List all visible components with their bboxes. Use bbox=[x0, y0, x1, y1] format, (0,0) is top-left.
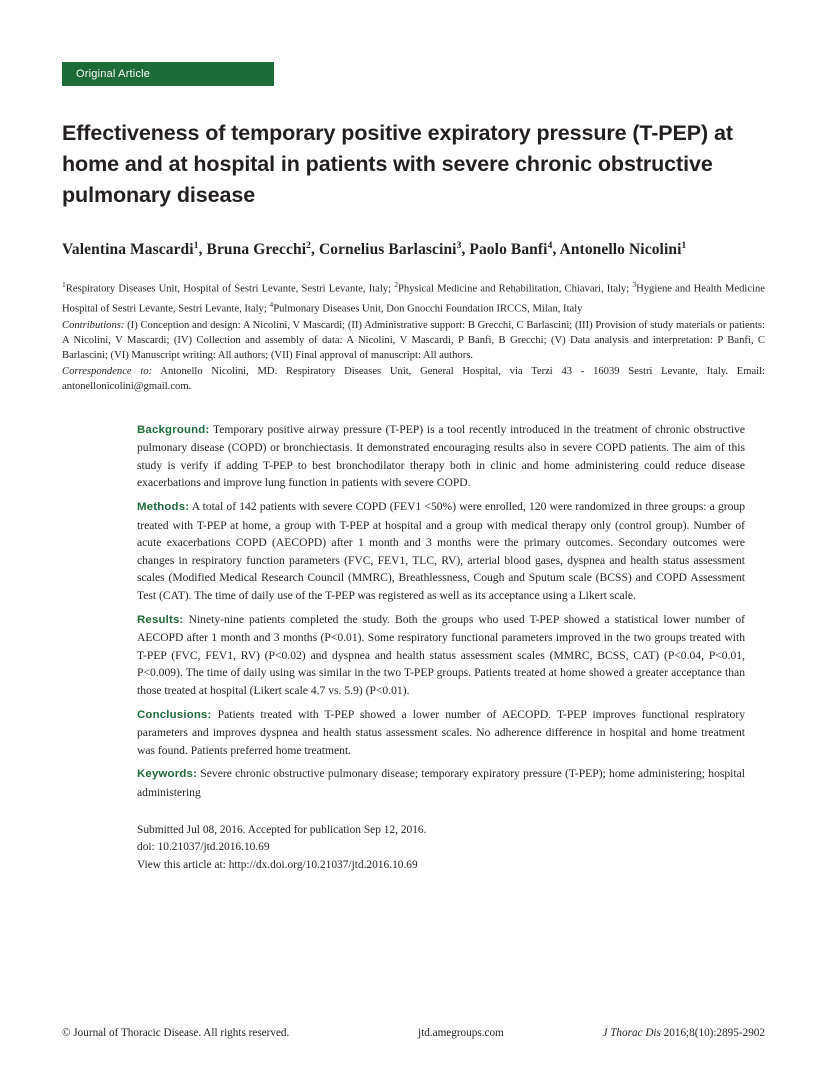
author-list: Valentina Mascardi$^1$, Bruna Grecchi$^2$, Cornelius Barlascini$^3$, Paolo Banfi$^4$, Antonello Nicolini$^1$ bbox=[62, 241, 687, 259]
article-type-badge: Original Article bbox=[62, 62, 274, 86]
article-type-row bbox=[62, 0, 765, 86]
affiliation-text: Physical Medicine and Rehabilitation, Chiavari, Italy; bbox=[398, 283, 633, 295]
abstract-results-label: Results: bbox=[137, 613, 184, 626]
author-name: Valentina Mascardi bbox=[62, 241, 194, 259]
affiliation-marker: 3 bbox=[632, 280, 637, 290]
abstract-methods-text: A total of 142 patients with severe COPD (FEV1 <50%) were enrolled, 120 were randomized in three groups: a group treated with T-PEP at home, a group with T-PEP at hospital and a group with medical therapy only (control group). Number of acute exacerbations COPD (AECOPD) after 1 month and 3 months were the primary outcomes. Secondary outcomes were changes in respiratory function parameters (FVC, FEV1, TLC, RV), arterial blood gases, dyspnea and health status assessment scales (Modified Medical Research Council (MMRC), Breathlessness, Cough and Sputum scale (BCSS) and COPD Assessment Test (CAT). The time of daily use of the T-PEP was registered as well as its acceptance using a Likert scale. bbox=[137, 500, 745, 602]
view-article-prefix: View this article at: bbox=[137, 858, 229, 871]
keywords-label: Keywords: bbox=[137, 768, 198, 781]
footer-copyright: © Journal of Thoracic Disease. All rights reserved. bbox=[62, 1027, 290, 1039]
author-affiliation-marker: 1 bbox=[681, 241, 687, 251]
page-footer bbox=[62, 1027, 765, 1039]
contributions-label: Contributions: bbox=[62, 319, 125, 331]
abstract-section bbox=[137, 421, 745, 874]
abstract-results bbox=[137, 611, 745, 700]
affiliation-text: Respiratory Diseases Unit, Hospital of Sestri Levante, Sestri Levante, Italy; bbox=[65, 283, 395, 295]
contributions-line bbox=[62, 318, 765, 364]
footer-website: jtd.amegroups.com bbox=[418, 1027, 504, 1039]
author-name: Bruna Grecchi bbox=[206, 241, 307, 259]
author-entry bbox=[319, 241, 462, 258]
author-affiliation-marker: 2 bbox=[306, 241, 311, 251]
abstract-conclusions bbox=[137, 706, 745, 760]
affiliation-marker: 2 bbox=[394, 280, 399, 290]
author-affiliation-marker: 4 bbox=[547, 241, 553, 251]
view-article-line bbox=[137, 857, 745, 875]
abstract-background-label: Background: bbox=[137, 423, 210, 436]
abstract-conclusions-text: Patients treated with T-PEP showed a lower number of AECOPD. T-PEP improves functional respiratory parameters and improves dyspnea and health status assessment scales. No adherence difference in hospital and home treatment was found. Patients preferred home treatment. bbox=[137, 707, 745, 757]
footer-citation bbox=[602, 1027, 765, 1039]
keywords-line bbox=[137, 765, 745, 801]
affiliation-marker: 1 bbox=[62, 280, 66, 290]
abstract-results-text: Ninety-nine patients completed the study. Both the groups who used T-PEP showed a statistical lower number of AECOPD after 1 month and 3 months (P<0.01). Some respiratory functional parameters improved in the two groups treated with T-PEP (FVC, FEV1, RV) (P<0.02) and dyspnea and health status assessment scales (MMRC, BCSS, CAT) (P<0.04, P<0.01, P<0.009). The time of daily using was similar in the two T-PEP groups. Patients treated at home showed a greater acceptance than those treated at hospital (Likert scale 4.7 vs. 5.9) (P<0.01). bbox=[137, 612, 745, 697]
contributions-text: (I) Conception and design: A Nicolini, V Mascardi; (II) Administrative support: B Grecchi, C Barlascini; (III) Provision of study materials or patients: A Nicolini, V Mascardi; (IV) Collection and assembly of data: A Nicolini, V Mascardi, P Banfi, B Grecchi; (V) Data analysis and interpretation: P Banfi, C Barlascini; (VI) Manuscript writing: All authors; (VII) Final approval of manuscript: All authors. bbox=[62, 319, 765, 362]
affiliation-marker: 4 bbox=[269, 299, 274, 309]
author-name: Antonello Nicolini bbox=[559, 241, 682, 259]
publication-info bbox=[137, 822, 745, 875]
submitted-dates: Submitted Jul 08, 2016. Accepted for publication Sep 12, 2016. bbox=[137, 823, 427, 836]
author-affiliation-marker: 3 bbox=[456, 241, 462, 251]
abstract-methods-label: Methods: bbox=[137, 501, 190, 514]
correspondence-line bbox=[62, 364, 765, 394]
abstract-background bbox=[137, 421, 745, 492]
affiliation-text: Pulmonary Diseases Unit, Don Gnocchi Foundation IRCCS, Milan, Italy bbox=[273, 303, 583, 315]
affiliations-line bbox=[62, 277, 765, 316]
affiliation-text: Hygiene and Health Medicine Hospital of Sestri Levante, Sestri Levante, Italy; bbox=[62, 283, 766, 315]
doi-line: doi: 10.21037/jtd.2016.10.69 bbox=[137, 841, 270, 854]
author-entry bbox=[560, 241, 687, 258]
author-entry bbox=[469, 241, 552, 258]
abstract-conclusions-label: Conclusions: bbox=[137, 708, 212, 721]
page-title: Effectiveness of temporary positive expiratory pressure (T-PEP) at home and at hospital in patients with severe chronic obstructive pulmonary disease bbox=[62, 121, 733, 207]
footer-citation-detail: 2016;8(10):2895-2902 bbox=[660, 1027, 765, 1039]
author-entry bbox=[207, 241, 311, 258]
correspondence-text: Antonello Nicolini, MD. Respiratory Diseases Unit, General Hospital, via Terzi 43 - 16039 Sestri Levante, Italy. Email: antonellonicolini@gmail.com. bbox=[62, 366, 766, 393]
author-name: Cornelius Barlascini bbox=[318, 241, 457, 259]
view-article-link[interactable]: http://dx.doi.org/10.21037/jtd.2016.10.69 bbox=[228, 858, 418, 871]
author-entry bbox=[62, 241, 199, 258]
keywords-text: Severe chronic obstructive pulmonary disease; temporary expiratory pressure (T-PEP); home administering; hospital administering bbox=[137, 767, 745, 799]
correspondence-label: Correspondence to: bbox=[62, 366, 153, 378]
author-name: Paolo Banfi bbox=[469, 241, 548, 259]
footer-journal-name: J Thorac Dis bbox=[602, 1027, 661, 1039]
abstract-background-text: Temporary positive airway pressure (T-PEP) is a tool recently introduced in the treatment of chronic obstructive pulmonary disease (COPD) or bronchiectasis. It demonstrated encouraging results also in severe COPD patients. The aim of this study is verify if adding T-PEP to best bronchodilator therapy both in clinic and home administering could reduce disease exacerbations and improve lung function in patients with severe COPD. bbox=[137, 422, 745, 490]
affiliations-block bbox=[62, 277, 765, 394]
author-affiliation-marker: 1 bbox=[193, 241, 199, 251]
abstract-methods bbox=[137, 498, 745, 605]
